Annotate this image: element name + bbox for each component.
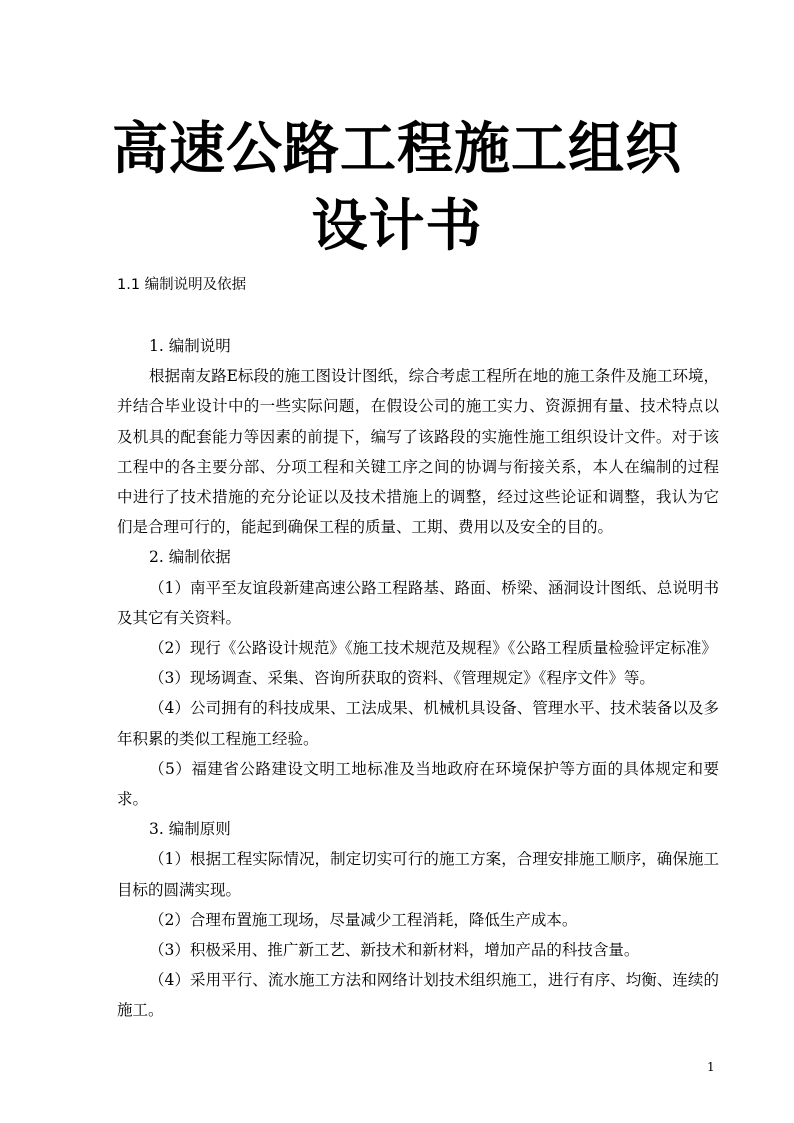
subheading-compilation-principles: 3. 编制原则 [149,820,231,839]
document-title-line-2: 设计书 [311,194,483,259]
principle-item: （2）合理布置施工现场，尽量减少工程消耗，降低生产成本。 [149,910,578,929]
principle-item: （4）采用平行、流水施工方法和网络计划技术组织施工，进行有序、均衡、连续的施工。 [117,971,719,1020]
basis-item: （4）公司拥有的科技成果、工法成果、机械机具设备、管理水平、技术装备以及多年积累的类似工程施工经验。 [117,699,719,748]
basis-item: （3）现场调查、采集、咨询所获取的资料、《管理规定》《程序文件》等。 [149,669,655,688]
principle-item: （1）根据工程实际情况，制定切实可行的施工方案，合理安排施工顺序，确保施工目标的圆满实现。 [117,850,719,899]
basis-item: （2）现行《公路设计规范》《施工技术规范及规程》《公路工程质量检验评定标准》 [149,639,717,658]
document-body [117,331,719,1026]
subheading-compilation-notes: 1. 编制说明 [149,337,231,355]
section-heading: 1.1 编制说明及依据 [117,277,247,293]
basis-item: （5）福建省公路建设文明工地标准及当地政府在环境保护等方面的具体规定和要求。 [117,759,719,809]
paragraph-compilation-notes: 根据南友路E标段的施工图设计图纸，综合考虑工程所在地的施工条件及施工环境，并结合毕业设计中的一些实际问题，在假设公司的施工实力、资源拥有量、技术特点以及机具的配套能力等因素的前提下，编写了该路段的实施性施工组织设计文件。对于该工程中的各主要分部、分项工程和关键工序之间的协调与衔接关系，本人在编制的过程中进行了技术措施的充分论证以及技术措施上的调整，经过这些论证和调整，我认为它们是合理可行的，能起到确保工程的质量、工期、费用以及安全的目的。 [117,367,719,537]
page-number: 1 [707,1060,715,1074]
basis-item: （1）南平至友谊段新建高速公路工程路基、路面、桥梁、涵洞设计图纸、总说明书及其它有关资料。 [117,578,719,627]
principle-item: （3）积极采用、推广新工艺、新技术和新材料，增加产品的科技含量。 [149,941,640,960]
document-title-line-1: 高速公路工程施工组织 [112,117,682,182]
subheading-compilation-basis: 2. 编制依据 [149,548,231,567]
